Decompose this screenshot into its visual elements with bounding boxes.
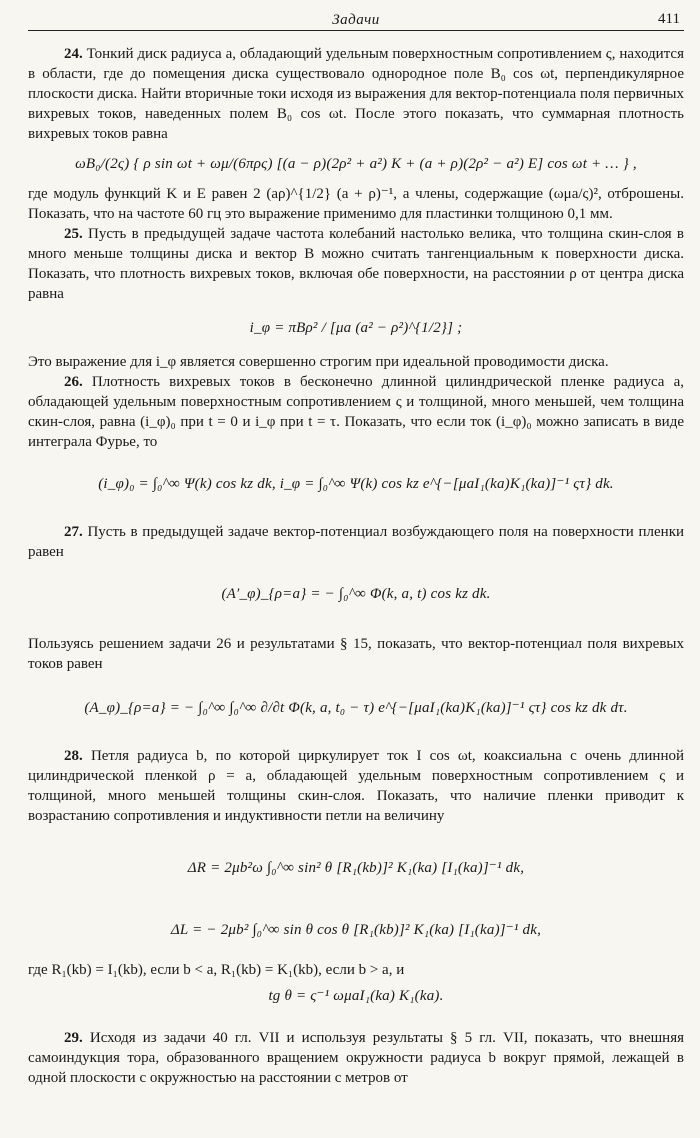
- problem-24-statement: [28, 44, 684, 144]
- problem-27-number: 27.: [64, 524, 83, 540]
- problem-26-equation: (i_φ)₀ = ∫₀^∞ Ψ(k) cos kz dk, i_φ = ∫₀^∞ Ψ(k) cos kz e^{−[μaI₁(ka)K₁(ka)]⁻¹ ςτ} dk.: [98, 476, 614, 492]
- problem-24-remark: где модуль функций K и E равен 2 (aρ)^{1/2} (a + ρ)⁻¹, а члены, содержащие (ωμa/ς)², отброшены. Показать, что на частоте 60 гц это выражение применимо для пластинки толщиною 0,1 мм.: [28, 186, 684, 222]
- running-header: [28, 8, 684, 31]
- problem-24-text: Тонкий диск радиуса a, обладающий удельным поверхностным сопротивлением ς, находится в области, где до помещения диска существовало однородное поле B₀ cos ωt, перпендикулярное плоскости диска. Найти вторичные токи исходя из выражения для вектор-потенциала поля первичных вихревых токов, наведенных полем B₀ cos ωt. После этого показать, что суммарная плотность вихревых токов равна: [28, 46, 684, 142]
- problem-24-equation: ωB₀/(2ς) { ρ sin ωt + ωμ/(6πρς) [(a − ρ)(2ρ² + a²) K + (a + ρ)(2ρ² − a²) E] cos ωt + … } ,: [75, 156, 637, 172]
- problem-28-statement: [28, 746, 684, 826]
- problem-28-equation-1: ΔR = 2μb²ω ∫₀^∞ sin² θ [R₁(kb)]² K₁(ka) [I₁(ka)]⁻¹ dk,: [187, 860, 525, 876]
- problem-25-statement: [28, 224, 684, 304]
- problem-29-statement: [28, 1028, 684, 1088]
- problem-27-text: Пусть в предыдущей задаче вектор-потенциал возбуждающего поля на поверхности пленки равен: [28, 524, 685, 560]
- problem-24-number: 24.: [64, 46, 83, 62]
- problem-27-statement: [28, 522, 684, 562]
- problem-28-text: Петля радиуса b, по которой циркулирует ток I cos ωt, коаксиальна с очень длинной цилиндрической пленкой ρ = a, обладающей удельным поверхностным сопротивлением ς и толщиной, много меньшей толщины скин-слоя. Показать, что наличие пленки приводит к возрастанию сопротивления и индуктивности петли на величину: [28, 748, 684, 824]
- running-title: Задачи: [332, 12, 380, 28]
- problem-28-equation-2: ΔL = − 2μb² ∫₀^∞ sin θ cos θ [R₁(kb)]² K₁(ka) [I₁(ka)]⁻¹ dk,: [170, 922, 542, 938]
- page-number: 411: [658, 11, 680, 27]
- problem-26-text: Плотность вихревых токов в бесконечно длинной цилиндрической пленке радиуса a, обладающей удельным поверхностным сопротивлением ς и толщиной, много меньшей, чем толщина скин-слоя, равна (i_φ)₀ при t = 0 и i_φ при t = τ. Показать, что если ток (i_φ)₀ можно записать в виде интеграла Фурье, то: [28, 374, 684, 450]
- problem-27-equation-2: (A_φ)_{ρ=a} = − ∫₀^∞ ∫₀^∞ ∂/∂t Φ(k, a, t₀ − τ) e^{−[μaI₁(ka)K₁(ka)]⁻¹ ςτ} cos kz dk dτ.: [84, 700, 628, 716]
- problem-26-statement: [28, 372, 684, 452]
- problem-25-equation: i_φ = πBρ² / [μa (a² − ρ²)^{1/2}] ;: [249, 320, 463, 336]
- problem-27-remark: Пользуясь решением задачи 26 и результатами § 15, показать, что вектор-потенциал поля вихревых токов равен: [28, 636, 684, 672]
- problem-28-condition: где R₁(kb) = I₁(kb), если b < a, R₁(kb) = K₁(kb), если b > a, и: [28, 962, 405, 978]
- problem-28-number: 28.: [64, 748, 83, 764]
- problem-25-remark: Это выражение для i_φ является совершенно строгим при идеальной проводимости диска.: [28, 354, 609, 370]
- problem-29-number: 29.: [64, 1030, 83, 1046]
- page-body: [28, 44, 684, 1088]
- problem-29-text: Исходя из задачи 40 гл. VII и используя результаты § 5 гл. VII, показать, что внешняя самоиндукция тора, образованного вращением окружности радиуса b вокруг прямой, лежащей в одной плоскости с окружностью на расстоянии c метров от: [28, 1030, 684, 1086]
- problem-25-text: Пусть в предыдущей задаче частота колебаний настолько велика, что толщина скин-слоя в много меньше толщины диска и вектор B можно считать тангенциальным к поверхности диска. Показать, что плотность вихревых токов, включая обе поверхности, на расстоянии ρ от центра диска равна: [28, 226, 685, 302]
- problem-27-equation-1: (A′_φ)_{ρ=a} = − ∫₀^∞ Φ(k, a, t) cos kz dk.: [221, 586, 491, 602]
- problem-25-number: 25.: [64, 226, 83, 242]
- problem-26-number: 26.: [64, 374, 83, 390]
- problem-28-equation-3: tg θ = ς⁻¹ ωμaI₁(ka) K₁(ka).: [268, 988, 444, 1004]
